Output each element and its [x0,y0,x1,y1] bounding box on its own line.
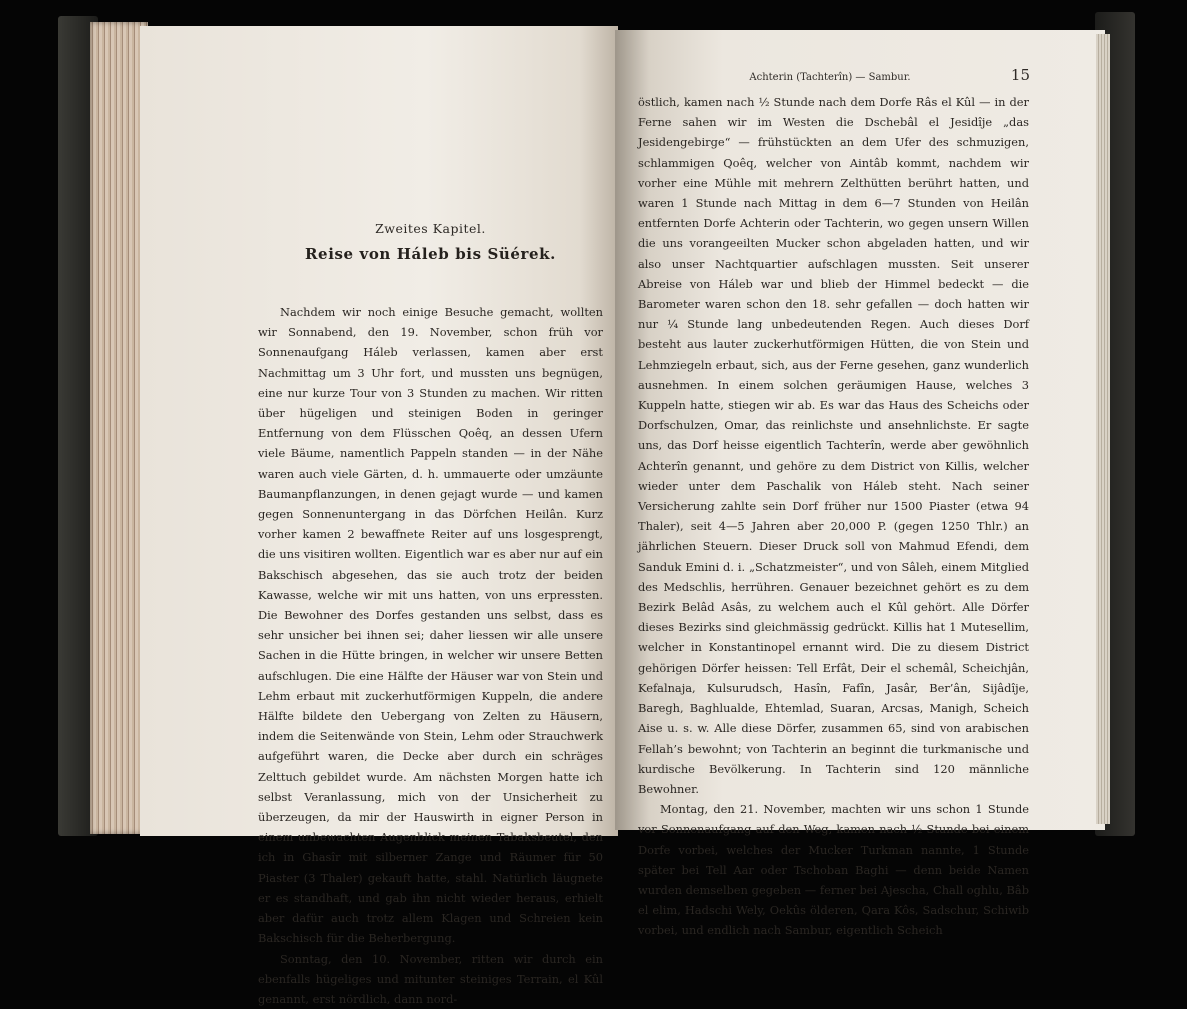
page-edges-right [1096,34,1110,824]
chapter-title: Reise von Háleb bis Süérek. [258,245,603,263]
right-page-body [638,92,1029,941]
paragraph: östlich, kamen nach ½ Stunde nach dem Dorfe Râs el Kûl — in der Ferne sahen wir im Westen die Dschebâl el Jesidîje „das Jesidengebirge“ — frühstückten an dem Ufer des schmuzigen, schlammigen Qoêq, welcher von Aintâb kommt, nachdem wir vorher eine Mühle mit mehrern Zelthütten berührt hatten, und waren 1 Stunde nach Mittag in dem 6—7 Stunden von Heilân entfernten Dorfe Achterin oder Tachterin, wo gegen unsern Willen die uns vorangeeilten Mucker schon abgeladen hatten, und wir also unser Nachtquartier aufschlagen mussten. Seit unserer Abreise von Háleb war und blieb der Himmel bedeckt — die Barometer waren schon den 18. sehr gefallen — doch hatten wir nur ¼ Stunde lang unbedeutenden Regen. Auch dieses Dorf besteht aus lauter zuckerhutförmigen Hütten, die von Stein und Lehmziegeln erbaut, sich, aus der Ferne gesehen, ganz wunderlich ausnehmen. In einem solchen geräumigen Hause, welches 3 Kuppeln hatte, stiegen wir ab. Es war das Haus des Scheichs oder Dorfschulzen, Omar, das reinlichste und ansehnlichste. Er sagte uns, das Dorf heisse eigentlich Tachterîn, werde aber gewöhnlich Achterîn genannt, und gehöre zu dem District von Killis, welcher wieder unter dem Paschalik von Háleb steht. Nach seiner Versicherung zahlte sein Dorf früher nur 1500 Piaster (etwa 94 Thaler), seit 4—5 Jahren aber 20,000 P. (gegen 1250 Thlr.) an jährlichen Steuern. Dieser Druck soll von Mahmud Efendi, dem Sanduk Emini d. i. „Schatzmeister“, und von Sâleh, einem Mitglied des Medschlis, herrühren. Genauer bezeichnet gehört es zu dem Bezirk Belâd Asâs, zu welchem auch el Kûl gehört. Alle Dörfer dieses Bezirks sind gleichmässig gedrückt. Killis hat 1 Mutesellim, welcher in Konstantinopel ernannt wird. Die zu diesem District gehörigen Dörfer heissen: Tell Erfât, Deir el schemâl, Scheichjân, Kefalnaja, Kulsurudsch, Hasîn, Fafîn, Jasâr, Ber’ân, Sijâdîje, Baregh, Baghlualde, Ehtemlad, Suaran, Arcsas, Manigh, Scheich Aise u. s. w. Alle diese Dörfer, zusammen 65, sind von arabischen Fellah’s bewohnt; von Tachterin an beginnt die turkmanische und kurdische Bevölkerung. In Tachterin sind 120 männliche Bewohner. [638,92,1029,799]
paragraph: Nachdem wir noch einige Besuche gemacht, wollten wir Sonnabend, den 19. November, schon früh vor Sonnenaufgang Háleb verlassen, kamen aber erst Nachmittag um 3 Uhr fort, und mussten uns begnügen, eine nur kurze Tour von 3 Stunden zu machen. Wir ritten über hügeligen und steinigen Boden in geringer Entfernung von dem Flüsschen Qoêq, an dessen Ufern viele Bäume, namentlich Pappeln standen — in der Nähe waren auch viele Gärten, d. h. ummauerte oder umzäunte Baumanpflanzungen, in denen gejagt wurde — und kamen gegen Sonnenuntergang in das Dörfchen Heilân. Kurz vorher kamen 2 bewaffnete Reiter auf uns losgesprengt, die uns visitiren wollten. Eigentlich war es aber nur auf ein Bakschisch abgesehen, das sie auch trotz der beiden Kawasse, welche wir mit uns hatten, von uns erpressten. Die Bewohner des Dorfes gestanden uns selbst, dass es sehr unsicher bei ihnen sei; daher liessen wir alle unsere Sachen in die Hütte bringen, in welcher wir unsere Betten aufschlugen. Die eine Hälfte der Häuser war von Stein und Lehm erbaut mit zuckerhutförmigen Kuppeln, die andere Hälfte bildete den Uebergang von Zelten zu Häusern, indem die Seitenwände von Stein, Lehm oder Strauchwerk aufgeführt waren, die Decke aber durch ein schräges Zelttuch gebildet wurde. Am nächsten Morgen hatte ich selbst Veranlassung, mich von der Unsicherheit zu überzeugen, da mir der Hauswirth in eigner Person in einem unbewachten Augenblick meinen Tabaksbeutel, den ich in Ghasîr mit silberner Zange und Räumer für 50 Piaster (3 Thaler) gekauft hatte, stahl. Natürlich läugnete er es standhaft, und gab ihn nicht wieder heraus, erhielt aber dafür auch trotz allem Klagen und Schreien kein Bakschisch für die Beherbergung. [258,302,603,949]
left-page-body [258,302,603,1009]
page-number: 15 [1000,66,1030,84]
running-head: Achterin (Tachterîn) — Sambur. [730,72,930,83]
paragraph: Sonntag, den 10. November, ritten wir durch ein ebenfalls hügeliges und mitunter steiniges Terrain, el Kûl genannt, erst nördlich, dann nord- [258,949,603,1009]
chapter-label: Zweites Kapitel. [258,221,603,236]
paragraph: Montag, den 21. November, machten wir uns schon 1 Stunde vor Sonnenaufgang auf den Weg, kamen nach ½ Stunde bei einem Dorfe vorbei, welches der Mucker Turkman nannte, 1 Stunde später bei Tell Aar oder Tschoban Baghi — denn beide Namen wurden demselben gegeben — ferner bei Ajescha, Chall oghlu, Bâb el elim, Hadschi Wely, Oekûs ölderen, Qara Kôs, Sadschur, Schiwib vorbei, und endlich nach Sambur, eigentlich Scheich [638,799,1029,940]
